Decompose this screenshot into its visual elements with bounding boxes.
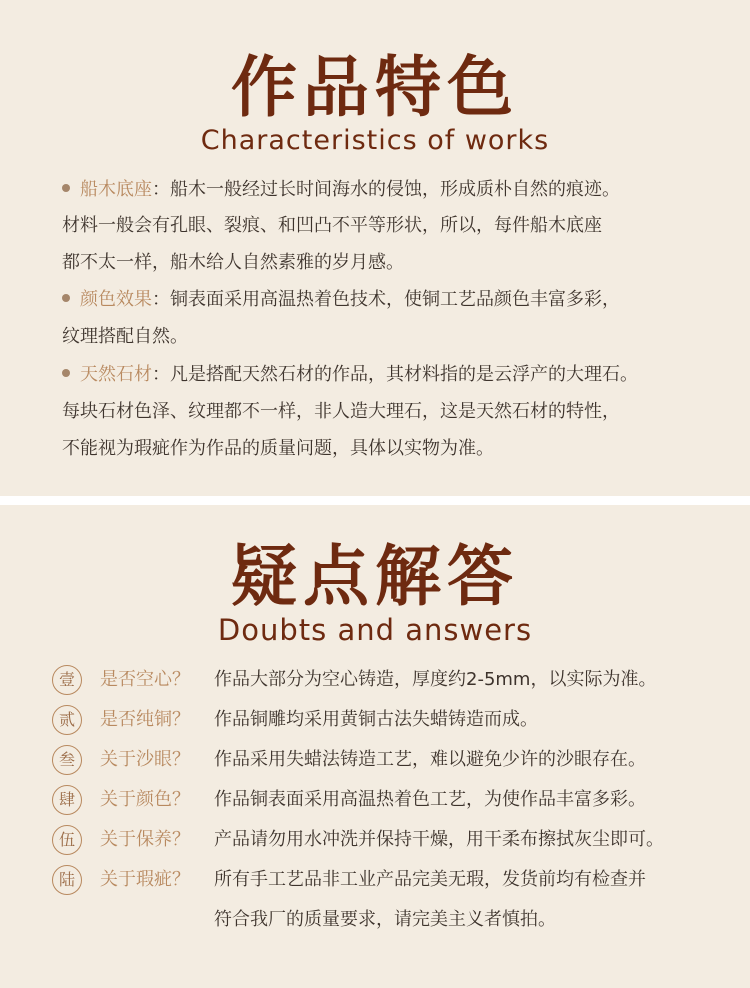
faq-question: 关于沙眼？	[100, 749, 190, 770]
bullet-dot-icon	[62, 294, 70, 302]
feature-item-3-line-1: 天然石材：凡是搭配天然石材的作品，其材料指的是云浮产的大理石。	[62, 363, 722, 387]
feature-text: 船木一般经过长时间海水的侵蚀，形成质朴自然的痕迹。	[170, 179, 620, 200]
feature-item-2-line-1: 颜色效果：铜表面采用高温热着色技术，使铜工艺品颜色丰富多彩，	[62, 288, 722, 312]
faq-badge: 贰	[52, 705, 82, 735]
features-subtitle: Characteristics of works	[200, 125, 550, 156]
bullet-dot-icon	[62, 369, 70, 377]
feature-item-1-line-2: 材料一般会有孔眼、裂痕、和凹凸不平等形状，所以，每件船木底座	[62, 215, 602, 236]
feature-label: 颜色效果	[80, 289, 152, 310]
faq-title: 疑点解答	[231, 538, 519, 615]
faq-question: 关于瑕疵？	[100, 869, 190, 890]
faq-badge: 陆	[52, 865, 82, 895]
feature-item-3-line-2: 每块石材色泽、纹理都不一样，非人造大理石，这是天然石材的特性，	[62, 401, 620, 422]
faq-item-2	[52, 705, 732, 737]
faq-question: 关于颜色？	[100, 789, 190, 810]
feature-text: 凡是搭配天然石材的作品，其材料指的是云浮产的大理石。	[170, 364, 638, 385]
faq-question: 关于保养？	[100, 829, 190, 850]
faq-question: 是否空心？	[100, 669, 190, 690]
faq-item-5	[52, 825, 732, 857]
faq-question: 是否纯铜？	[100, 709, 190, 730]
faq-answer: 作品大部分为空心铸造，厚度约2-5mm，以实际为准。	[214, 669, 657, 690]
faq-item-1	[52, 665, 732, 697]
faq-panel	[0, 505, 750, 988]
feature-item-1-line-3: 都不太一样，船木给人自然素雅的岁月感。	[62, 252, 404, 273]
faq-answer: 所有手工艺品非工业产品完美无瑕，发货前均有检查并	[214, 869, 646, 890]
faq-badge: 肆	[52, 785, 82, 815]
feature-item-2-line-2: 纹理搭配自然。	[62, 326, 188, 347]
faq-answer: 作品铜表面采用高温热着色工艺，为使作品丰富多彩。	[214, 789, 646, 810]
faq-answer: 作品铜雕均采用黄铜古法失蜡铸造而成。	[214, 709, 538, 730]
faq-item-4	[52, 785, 732, 817]
faq-answer-continued: 符合我厂的质量要求，请完美主义者慎拍。	[214, 909, 556, 930]
feature-text: 铜表面采用高温热着色技术，使铜工艺品颜色丰富多彩，	[170, 289, 620, 310]
faq-item-3	[52, 745, 732, 777]
faq-answer: 作品采用失蜡法铸造工艺，难以避免少许的沙眼存在。	[214, 749, 646, 770]
features-title: 作品特色	[231, 49, 519, 126]
faq-badge: 叁	[52, 745, 82, 775]
feature-item-3-line-3: 不能视为瑕疵作为作品的质量问题，具体以实物为准。	[62, 438, 494, 459]
faq-badge: 壹	[52, 665, 82, 695]
faq-subtitle: Doubts and answers	[217, 613, 533, 647]
faq-item-6	[52, 865, 732, 937]
feature-label: 天然石材	[80, 364, 152, 385]
faq-badge: 伍	[52, 825, 82, 855]
feature-label: 船木底座	[80, 179, 152, 200]
feature-item-1-line-1: 船木底座：船木一般经过长时间海水的侵蚀，形成质朴自然的痕迹。	[62, 178, 722, 202]
bullet-dot-icon	[62, 184, 70, 192]
faq-answer: 产品请勿用水冲洗并保持干燥，用干柔布擦拭灰尘即可。	[214, 829, 664, 850]
